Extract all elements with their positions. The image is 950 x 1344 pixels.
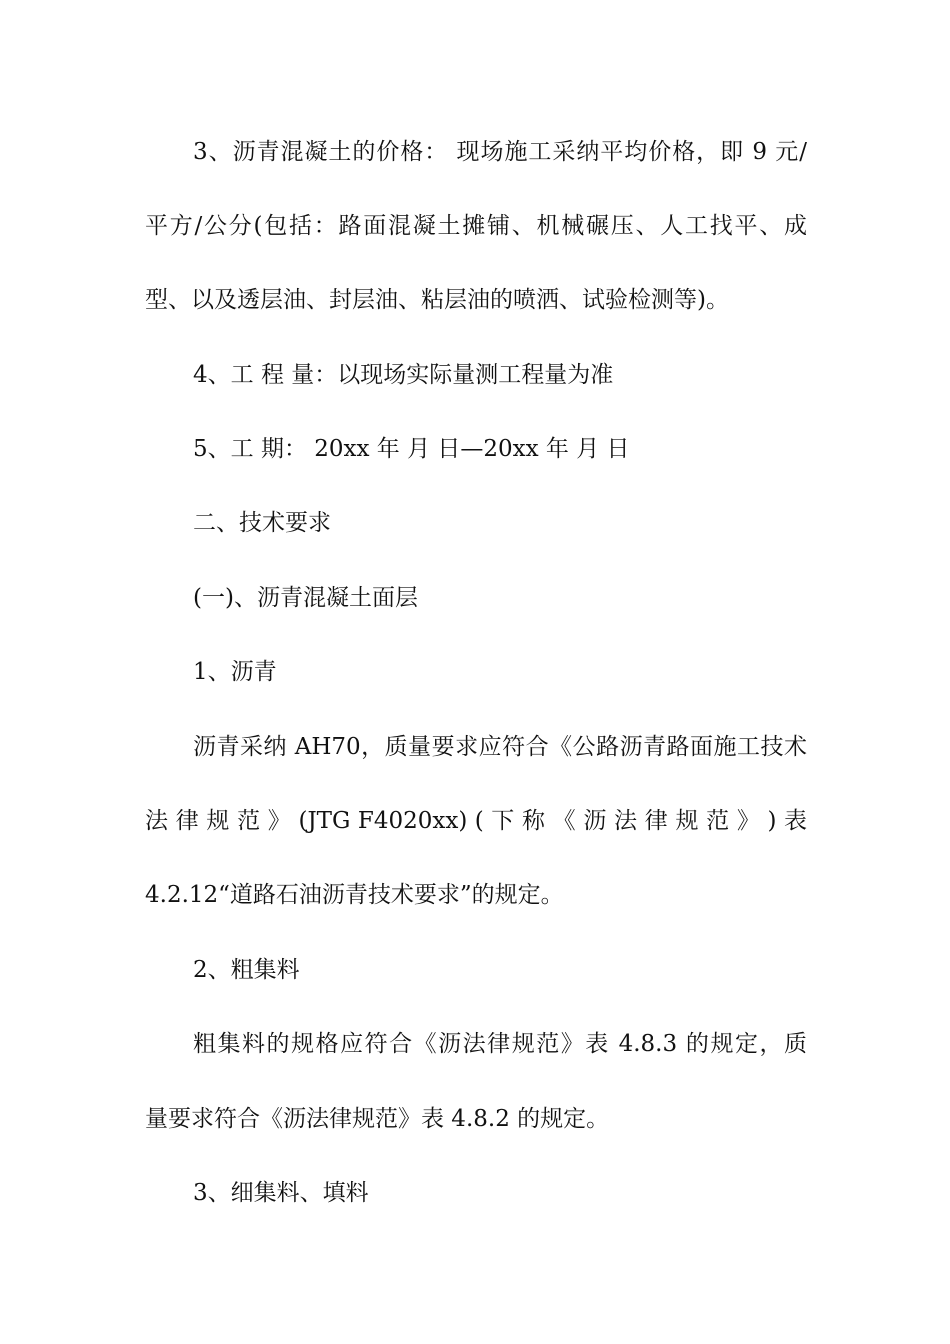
asphalt-paragraph-line-1: 沥青采纳 AH70，质量要求应符合《公路沥青路面施工技术 — [193, 734, 807, 760]
section-heading-technical-requirements: 二、技术要求 — [193, 510, 331, 536]
coarse-aggregate-paragraph-line-2: 量要求符合《沥法律规范》表 4.8.2 的规定。 — [145, 1106, 610, 1132]
item-heading-fine-aggregate-filler: 3、细集料、填料 — [193, 1180, 369, 1206]
price-clause-line-3: 型、以及透层油、封层油、粘层油的喷洒、试验检测等)。 — [145, 287, 729, 313]
subsection-heading-asphalt-surface: (一)、沥青混凝土面层 — [193, 585, 418, 611]
coarse-aggregate-paragraph-line-1: 粗集料的规格应符合《沥法律规范》表 4.8.3 的规定，质 — [193, 1031, 807, 1057]
price-clause-line-1: 3、沥青混凝土的价格： 现场施工采纳平均价格，即 9 元/ — [193, 139, 807, 165]
item-heading-asphalt: 1、沥青 — [193, 659, 277, 685]
asphalt-paragraph-line-2: 法 律 规 范 》 (JTG F4020xx) ( 下 称 《 沥 法 律 规 范 》 ) 表 — [145, 808, 807, 834]
asphalt-paragraph-line-3: 4.2.12“道路石油沥青技术要求”的规定。 — [145, 882, 564, 908]
quantity-clause: 4、工 程 量：以现场实际量测工程量为准 — [193, 362, 614, 388]
item-heading-coarse-aggregate: 2、粗集料 — [193, 957, 300, 983]
price-clause-line-2: 平方/公分(包括：路面混凝土摊铺、机械碾压、人工找平、成 — [145, 213, 807, 239]
duration-clause: 5、工 期： 20xx 年 月 日—20xx 年 月 日 — [193, 436, 630, 462]
